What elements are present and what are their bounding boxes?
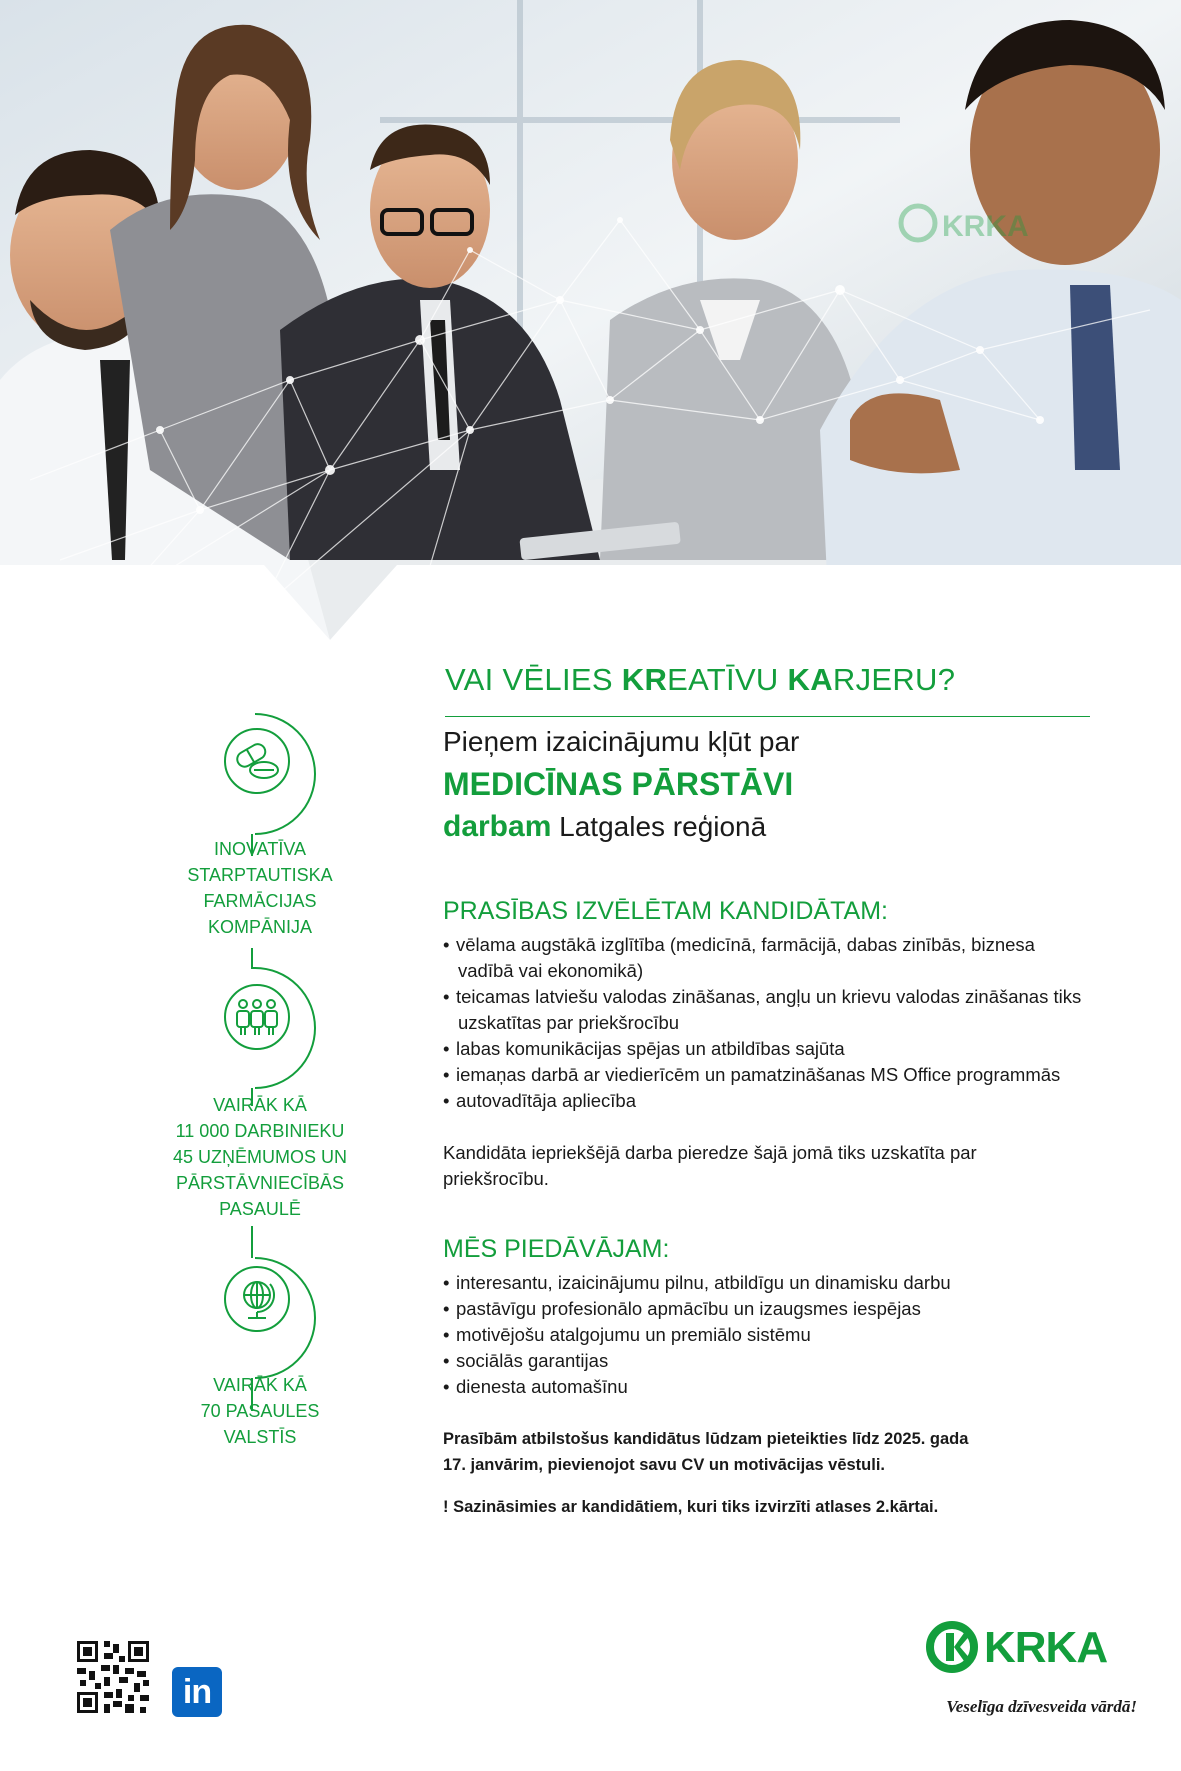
list-item: • interesantu, izaicinājumu pilnu, atbildīgu un dinamisku darbu bbox=[443, 1270, 951, 1296]
requirements-list bbox=[443, 932, 1081, 1114]
fact-employees: VAIRĀK KĀ 11 000 DARBINIEKU 45 UZŅĒMUMOS UN PĀRSTĀVNIECĪBĀS PASAULĒ bbox=[172, 1095, 347, 1219]
list-item: • vēlama augstākā izglītība (medicīnā, farmācijā, dabas zinībās, biznesa bbox=[443, 932, 1081, 958]
fact-company: INOVATĪVA STARPTAUTISKA FARMĀCIJAS KOMPĀNIJA bbox=[187, 839, 333, 937]
title-divider bbox=[445, 716, 1090, 717]
page-title: VAI VĒLIES KREATĪVU KARJERU? bbox=[445, 662, 956, 697]
svg-text:KRKA: KRKA bbox=[942, 210, 1029, 243]
experience-note: Kandidāta iepriekšējā darba pieredze šajā jomā tiks uzskatīta par priekšrocību. bbox=[443, 1142, 977, 1189]
application-instructions: Prasībām atbilstošus kandidātus lūdzam pieteikties līdz 2025. gada 17. janvārim, pievienojot savu CV un motivācijas vēstuli. bbox=[443, 1430, 969, 1474]
globe-icon bbox=[222, 1264, 292, 1334]
linkedin-icon[interactable]: in bbox=[172, 1667, 222, 1717]
qr-code[interactable] bbox=[74, 1637, 152, 1717]
brand-tagline: Veselīga dzīvesveida vārdā! bbox=[946, 1697, 1137, 1716]
list-item: • autovadītāja apliecība bbox=[443, 1088, 1081, 1114]
list-item-continuation: uzskatītas par priekšrocību bbox=[458, 1012, 680, 1033]
list-item: • motivējošu atalgojumu un premiālo sistēmu bbox=[443, 1322, 951, 1348]
list-item: • iemaņas darbā ar viedierīcēm un pamatzināšanas MS Office programmās bbox=[443, 1062, 1081, 1088]
list-item: • pastāvīgu profesionālo apmācību un izaugsmes iespējas bbox=[443, 1296, 951, 1322]
list-item: • dienesta automašīnu bbox=[443, 1374, 951, 1400]
fact-countries: VAIRĀK KĀ 70 PASAULES VALSTĪS bbox=[200, 1375, 320, 1447]
krka-logo-text: KRKA bbox=[984, 1623, 1108, 1672]
list-item: • labas komunikācijas spējas un atbildības sajūta bbox=[443, 1036, 1081, 1062]
pills-icon bbox=[222, 726, 292, 796]
list-item: • teicamas latviešu valodas zināšanas, angļu un krievu valodas zināšanas tiks bbox=[443, 984, 1081, 1010]
list-item-continuation: vadībā vai ekonomikā) bbox=[458, 960, 644, 981]
offer-title: MĒS PIEDĀVĀJAM: bbox=[443, 1235, 670, 1263]
people-icon bbox=[222, 982, 292, 1052]
requirements-title: PRASĪBAS IZVĒLĒTAM KANDIDĀTAM: bbox=[443, 897, 888, 925]
list-item: • sociālās garantijas bbox=[443, 1348, 951, 1374]
contact-notice: ! Sazināsimies ar kandidātiem, kuri tiks izvirzīti atlases 2.kārtai. bbox=[443, 1498, 939, 1516]
region-line: darbam Latgales reģionā bbox=[443, 810, 767, 843]
offer-list bbox=[443, 1270, 951, 1400]
timeline-decoration bbox=[200, 706, 340, 1456]
krka-logo-icon bbox=[926, 1621, 978, 1673]
intro-line: Pieņem izaicinājumu kļūt par bbox=[443, 726, 800, 757]
position-title: MEDICĪNAS PĀRSTĀVI bbox=[443, 766, 794, 802]
hero-photo bbox=[0, 0, 1181, 640]
